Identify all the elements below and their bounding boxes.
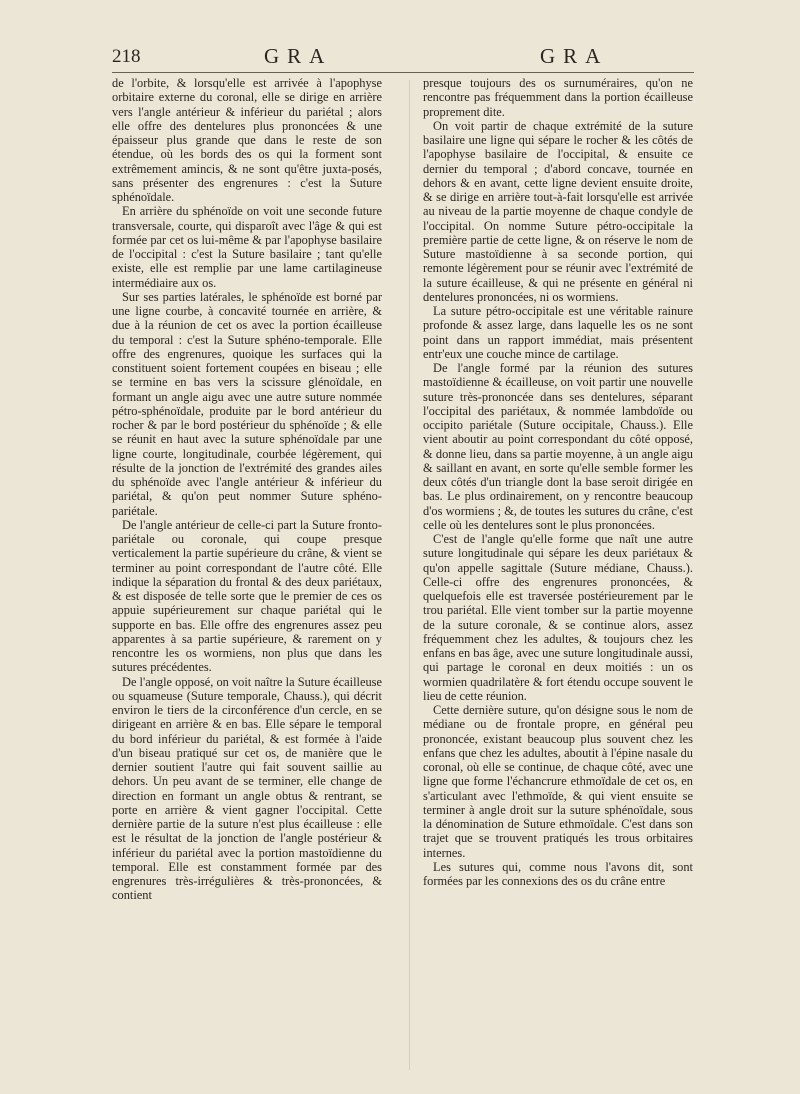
paragraph: On voit partir de chaque extrémité de la suture basilaire une ligne qui sépare le rocher & les côtés de l'apophyse basilaire de l'occipital, & ensuite ce dernier du temporal ; d'abord concave, tournée en dehors & en avant, cette ligne devient ensuite droite, & se dirige en arrière tout-à-fait lorsqu'elle est arrivée au niveau de la partie moyenne de chaque condyle de l'occipital. On nomme Suture pétro-occipitale la première partie de cette ligne, & on réserve le nom de Suture mastoïdienne à sa seconde portion, qui remonte légèrement pour se réunir avec l'extrémité de la suture écailleuse, & qui ne présente en général ni dentelures prononcées, ni os wormiens. bbox=[423, 118, 693, 304]
right-column bbox=[423, 76, 693, 1076]
left-column bbox=[112, 76, 382, 1076]
header-rule bbox=[112, 72, 694, 73]
paragraph: De l'angle antérieur de celle-ci part la Suture fronto-pariétale ou coronale, qui coupe presque verticalement la partie supérieure du crâne, & vient se terminer au point correspondant de l'autre côté. Elle indique la séparation du frontal & des deux pariétaux, & est disposée de telle sorte que le premier de ces os appuie supérieurement sur chaque pariétal qui le supporte en bas. Elle offre des engrenures assez peu apparentes à sa partie supérieure, & rarement on y rencontre les os wormiens, non plus que dans les sutures précédentes. bbox=[112, 517, 382, 675]
paragraph: Sur ses parties latérales, le sphénoïde est borné par une ligne courbe, à concavité tournée en arrière, & due à la réunion de cet os avec la portion écailleuse du temporal : c'est la Suture sphéno-temporale. Elle offre des engrenures, quoique les surfaces qui la constituent soient fortement coupées en biseau ; elle se termine en bas vers la scissure glénoïdale, en formant un angle aigu avec une autre suture nommée pétro-sphénoïdale, produite par le bord antérieur du rocher & par le bord postérieur du sphénoïde ; & elle se réunit en haut avec la suture sphénoïdale par une ligne courte, longitudinale, courbée légèrement, qui résulte de la jonction de l'extrémité des grandes ailes du sphénoïde avec l'angle antérieur & inférieur du pariétal, & qu'on peut nommer Suture sphéno-pariétale. bbox=[112, 289, 382, 518]
paragraph: De l'angle opposé, on voit naître la Suture écailleuse ou squameuse (Suture temporale, Chauss.), qui décrit environ le tiers de la circonférence d'un cercle, en se dirigeant en arrière & en bas. Elle sépare le temporal du bord inférieur du pariétal, & est formée à l'aide d'un biseau pratiqué sur cet os, de manière que le dernier soutient l'autre qui fait souvent saillie au dehors. Un peu avant de se terminer, elle change de direction en formant un angle obtus & rentrant, se porte en arrière & vient gagner l'occipital. Cette dernière partie de la suture n'est plus écailleuse : elle est le résultat de la jonction de l'angle postérieur & inférieur du pariétal avec la portion mastoïdienne du temporal. Elle est constamment formée par des engrenures très-irrégulières & très-prononcées, & contient bbox=[112, 674, 382, 903]
paragraph: La suture pétro-occipitale est une véritable rainure profonde & assez large, dans laquelle les os ne sont point dans un rapport immédiat, mais présentent entr'eux une couche mince de cartilage. bbox=[423, 304, 693, 361]
header-title-left: GRA bbox=[264, 44, 333, 68]
page-number: 218 bbox=[112, 46, 141, 67]
paragraph: Cette dernière suture, qu'on désigne sous le nom de médiane ou de frontale propre, en général peu prononcée, existant beaucoup plus souvent chez les enfans que chez les adultes, aboutit à l'épine nasale du coronal, où elle se continue, de chaque côté, avec une ligne que forme l'échancrure ethmoïdale de cet os, en s'articulant avec l'ethmoïde, & qui vient ensuite se terminer à angle droit sur la suture sphénoïdale, sous la dénomination de Suture ethmoïdale. C'est dans son trajet que se trouvent pratiqués les trous orbitaires internes. bbox=[423, 703, 693, 860]
paragraph: C'est de l'angle qu'elle forme que naît une autre suture longitudinale qui sépare les deux pariétaux & qu'on appelle sagittale (Suture médiane, Chauss.). Celle-ci offre des engrenures prononcées, & quelquefois elle est traversée postérieurement par le trou pariétal. Elle vient tomber sur la partie moyenne de la suture coronale, & se continue alors, assez fréquemment chez les adultes, & toujours chez les enfans en bas âge, avec une suture longitudinale aussi, qui partage le coronal en deux moitiés : un os wormien quadrilatère & fort étendu occupe souvent le lieu de cette réunion. bbox=[423, 532, 693, 703]
header-title-right: GRA bbox=[540, 44, 609, 68]
running-header bbox=[112, 40, 692, 74]
column-divider bbox=[409, 80, 410, 1070]
paragraph: En arrière du sphénoïde on voit une seconde future transversale, courte, qui disparoît avec l'âge & qui est formée par cet os lui-même & par l'apophyse basilaire de l'occipital : c'est la Suture basilaire ; tant qu'elle existe, elle est remplie par une lame cartilagineuse intermédiaire aux os. bbox=[112, 204, 382, 290]
paragraph: de l'orbite, & lorsqu'elle est arrivée à l'apophyse orbitaire externe du coronal, elle se dirige en arrière vers l'angle antérieur & inférieur du pariétal ; alors elle offre des dentelures plus prononcées & une épaisseur plus grande que dans le reste de son étendue, où les bords des os qui la forment sont extrêmement amincis, & ne sont qu'être juxta-posés, sans présenter des engrenures : c'est la Suture sphénoïdale. bbox=[112, 76, 382, 204]
paragraph: presque toujours des os surnuméraires, qu'on ne rencontre pas fréquemment dans la portion écailleuse proprement dite. bbox=[423, 76, 693, 119]
paragraph: De l'angle formé par la réunion des sutures mastoïdienne & écailleuse, on voit partir une nouvelle suture très-prononcée dans ses dentelures, séparant l'occipital des pariétaux, & nommée lambdoïde ou occipito pariétale (Suture occipitale, Chauss.). Elle vient aboutir au point correspondant du côté opposé, & donne lieu, dans sa partie moyenne, à un angle aigu & saillant en avant, en sorte qu'elle semble former les deux côtés d'un triangle dont la base seroit dirigée en bas. Le plus ordinairement, on y rencontre beaucoup d'os wormiens ; &, de toutes les sutures du crâne, c'est celle où les dentelures sont le plus prononcées. bbox=[423, 361, 693, 532]
paragraph: Les sutures qui, comme nous l'avons dit, sont formées par les connexions des os du crâne entre bbox=[423, 859, 693, 888]
